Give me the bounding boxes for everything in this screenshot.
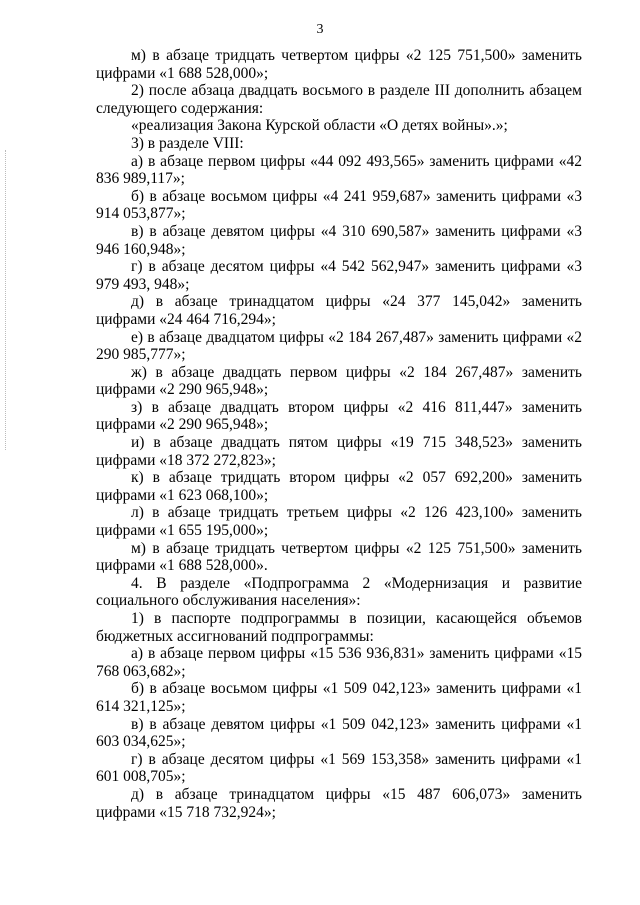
paragraph: 1) в паспорте подпрограммы в позиции, касающейся объемов бюджетных ассигнований подпрограммы: [96,610,582,645]
paragraph: а) в абзаце первом цифры «44 092 493,565» заменить цифрами «42 836 989,117»; [96,152,582,188]
paragraph: е) в абзаце двадцатом цифры «2 184 267,487» заменить цифрами «2 290 985,777»; [96,328,582,364]
paragraph: «реализация Закона Курской области «О детях войны».»; [131,117,508,135]
paragraph: м) в абзаце тридцать четвертом цифры «2 125 751,500» заменить цифрами «1 688 528,000»; [96,47,582,82]
document-body [96,47,582,821]
paragraph: ж) в абзаце двадцать первом цифры «2 184 267,487» заменить цифрами «2 290 965,948»; [96,363,582,399]
paragraph: и) в абзаце двадцать пятом цифры «19 715 348,523» заменить цифрами «18 372 272,823»; [96,434,582,469]
paragraph: в) в абзаце девятом цифры «1 509 042,123» заменить цифрами «1 603 034,625»; [96,715,582,751]
paragraph: 4. В разделе «Подпрограмма 2 «Модернизация и развитие социального обслуживания населения»: [96,574,582,610]
paragraph: д) в абзаце тринадцатом цифры «24 377 145,042» заменить цифрами «24 464 716,294»; [96,293,582,328]
paragraph: а) в абзаце первом цифры «15 536 936,831» заменить цифрами «15 768 063,682»; [96,645,582,680]
paragraph: 3) в разделе VIII: [131,134,244,152]
paragraph: б) в абзаце восьмом цифры «4 241 959,687» заменить цифрами «3 914 053,877»; [96,187,582,223]
paragraph: в) в абзаце девятом цифры «4 310 690,587» заменить цифрами «3 946 160,948»; [96,222,582,258]
paragraph: г) в абзаце десятом цифры «4 542 562,947» заменить цифрами «3 979 493, 948»; [96,258,582,293]
paragraph: 2) после абзаца двадцать восьмого в разделе III дополнить абзацем следующего содержания: [96,82,582,117]
paragraph: з) в абзаце двадцать втором цифры «2 416 811,447» заменить цифрами «2 290 965,948»; [96,398,582,434]
paragraph: д) в абзаце тринадцатом цифры «15 487 606,073» заменить цифрами «15 718 732,924»; [96,785,582,821]
page-number: 3 [316,22,324,37]
paragraph: б) в абзаце восьмом цифры «1 509 042,123» заменить цифрами «1 614 321,125»; [96,680,582,715]
paragraph: л) в абзаце тридцать третьем цифры «2 126 423,100» заменить цифрами «1 655 195,000»; [96,504,582,540]
paragraph: м) в абзаце тридцать четвертом цифры «2 125 751,500» заменить цифрами «1 688 528,000». [96,539,582,575]
paragraph: г) в абзаце десятом цифры «1 569 153,358» заменить цифрами «1 601 008,705»; [96,750,582,786]
paragraph: к) в абзаце тридцать втором цифры «2 057 692,200» заменить цифрами «1 623 068,100»; [96,469,582,504]
margin-dotted-line [5,150,8,450]
